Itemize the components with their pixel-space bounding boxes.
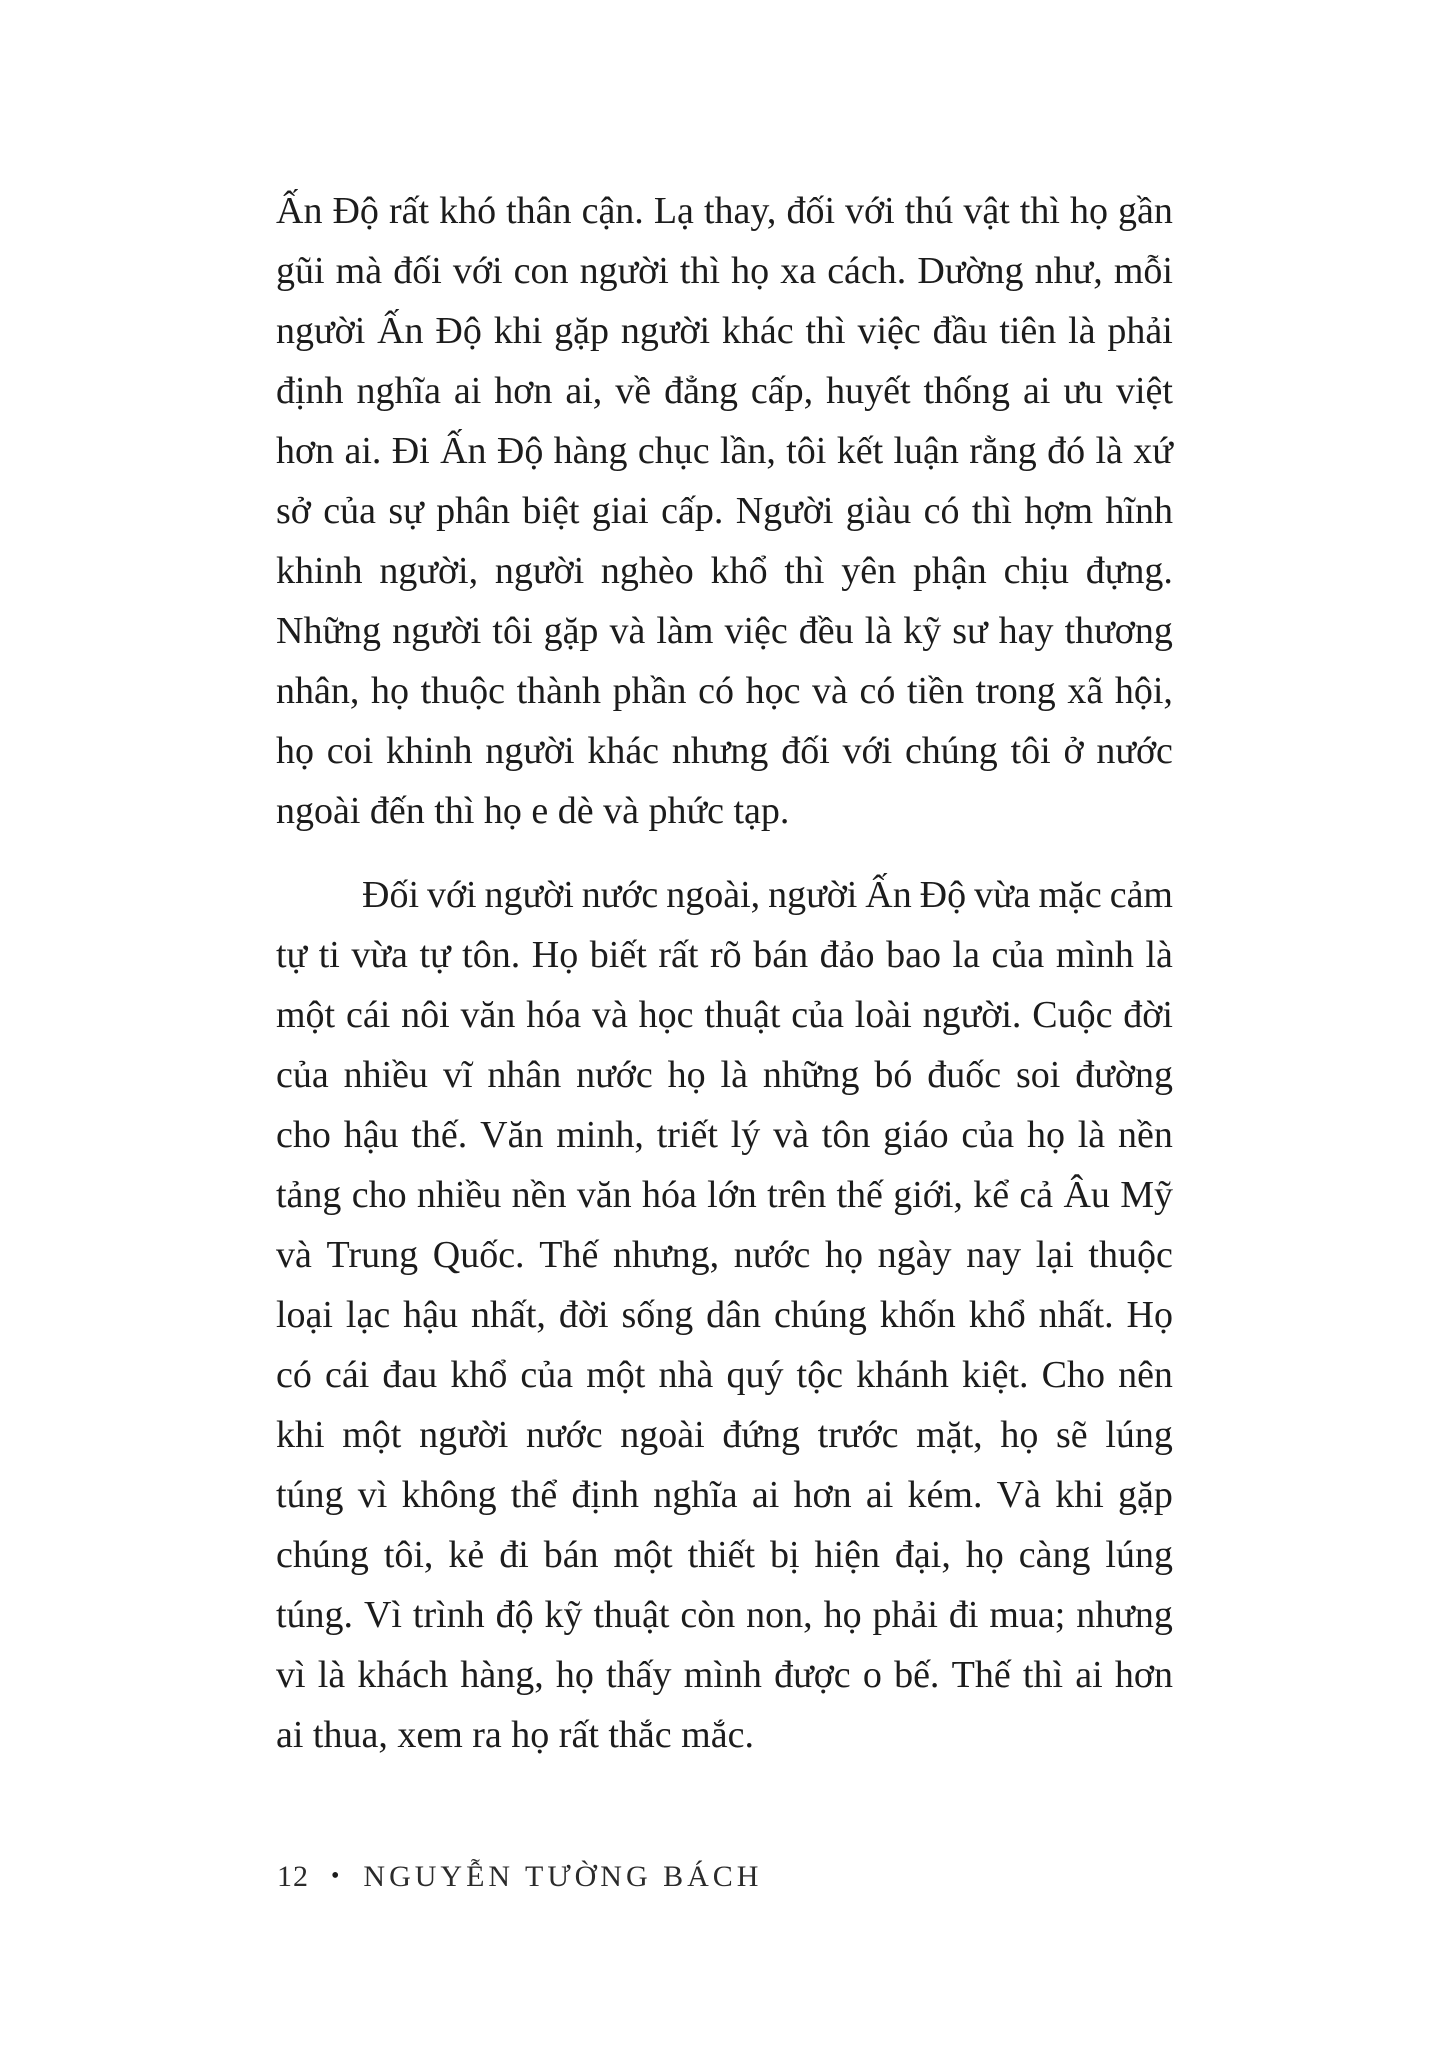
text-line: người Ấn Độ khi gặp người khác thì việc đầu tiên là phải [276,310,1173,352]
running-footer [277,1859,762,1897]
text-line: Ấn Độ rất khó thân cận. Lạ thay, đối với thú vật thì họ gần [276,190,1173,232]
text-line: của nhiều vĩ nhân nước họ là những bó đuốc soi đường [276,1054,1173,1096]
text-line: tảng cho nhiều nền văn hóa lớn trên thế giới, kể cả Âu Mỹ [276,1174,1173,1216]
text-line: chúng tôi, kẻ đi bán một thiết bị hiện đại, họ càng lúng [276,1534,1173,1576]
text-line: túng vì không thể định nghĩa ai hơn ai kém. Và khi gặp [276,1474,1173,1516]
paragraph [276,865,1173,1765]
text-line: khi một người nước ngoài đứng trước mặt, họ sẽ lúng [276,1414,1173,1456]
text-line: vì là khách hàng, họ thấy mình được o bế. Thế thì ai hơn [276,1654,1173,1696]
text-line: hơn ai. Đi Ấn Độ hàng chục lần, tôi kết luận rằng đó là xứ [276,430,1173,472]
text-line: tự ti vừa tự tôn. Họ biết rất rõ bán đảo bao la của mình là [276,934,1173,976]
text-line: gũi mà đối với con người thì họ xa cách. Dường như, mỗi [276,250,1173,292]
text-line: túng. Vì trình độ kỹ thuật còn non, họ phải đi mua; nhưng [276,1594,1173,1636]
text-line: cho hậu thế. Văn minh, triết lý và tôn giáo của họ là nền [276,1114,1173,1156]
text-line: sở của sự phân biệt giai cấp. Người giàu có thì hợm hĩnh [276,490,1173,532]
text-line: loại lạc hậu nhất, đời sống dân chúng khốn khổ nhất. Họ [276,1294,1173,1336]
text-line: và Trung Quốc. Thế nhưng, nước họ ngày nay lại thuộc [276,1234,1173,1276]
body-paragraphs [276,181,1173,1765]
text-line: Đối với người nước ngoài, người Ấn Độ vừa mặc cảm [362,874,1173,916]
text-line: họ coi khinh người khác nhưng đối với chúng tôi ở nước [276,730,1173,772]
text-line: Những người tôi gặp và làm việc đều là kỹ sư hay thương [276,610,1173,652]
footer-bullet-separator: • [331,1863,340,1889]
running-title-author: NGUYỄN TƯỜNG BÁCH [363,1860,763,1893]
text-line: ai thua, xem ra họ rất thắc mắc. [276,1714,754,1756]
text-line: định nghĩa ai hơn ai, về đẳng cấp, huyết thống ai ưu việt [276,370,1173,412]
text-line: nhân, họ thuộc thành phần có học và có tiền trong xã hội, [276,670,1173,712]
text-line: khinh người, người nghèo khổ thì yên phận chịu đựng. [276,550,1173,592]
paragraph [276,181,1173,841]
text-line: một cái nôi văn hóa và học thuật của loài người. Cuộc đời [276,994,1173,1036]
page-text-block [276,181,1173,1765]
page-number: 12 [277,1860,309,1893]
text-line: có cái đau khổ của một nhà quý tộc khánh kiệt. Cho nên [276,1354,1173,1396]
text-line: ngoài đến thì họ e dè và phức tạp. [276,790,790,832]
